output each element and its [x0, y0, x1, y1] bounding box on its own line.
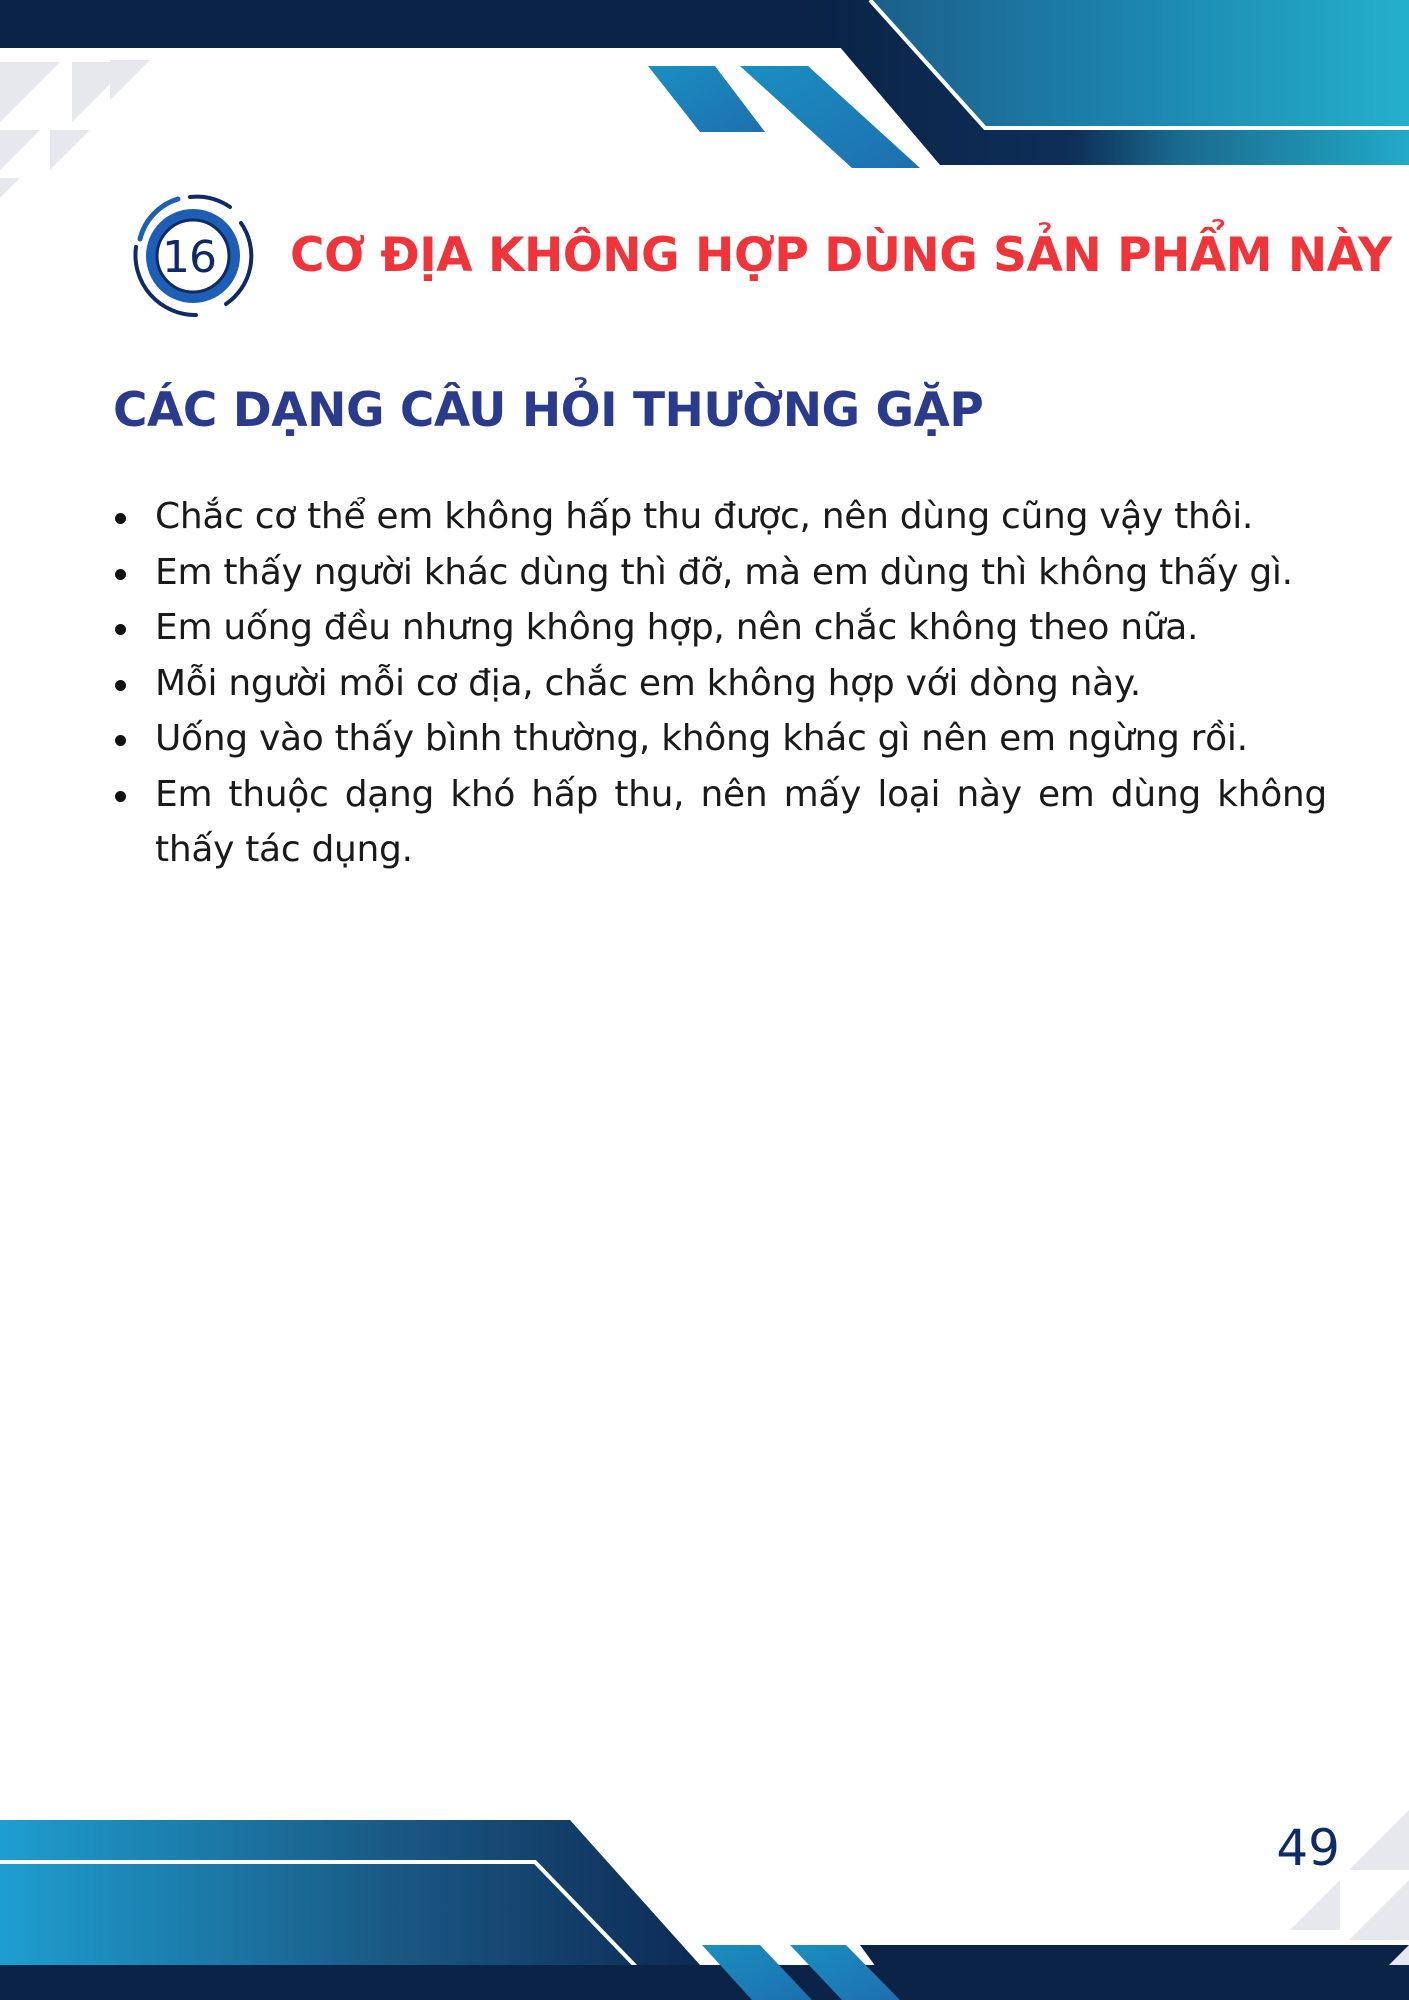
bullet-icon [115, 735, 126, 746]
common-questions-list [112, 489, 1327, 878]
list-item-text: Chắc cơ thể em không hấp thu được, nên dùng cũng vậy thôi. [155, 496, 1254, 537]
top-banner [0, 0, 1409, 168]
list-item [112, 600, 1327, 656]
list-item-text: Em uống đều nhưng không hợp, nên chắc không theo nữa. [155, 607, 1199, 648]
list-item-text: Em thuộc dạng khó hấp thu, nên mấy loại này em dùng không thấy tác dụng. [155, 773, 1327, 870]
bullet-icon [115, 791, 126, 802]
page-number: 49 [1276, 1819, 1340, 1877]
list-item-text: Em thấy người khác dùng thì đỡ, mà em dùng thì không thấy gì. [155, 551, 1293, 593]
section-title: CƠ ĐỊA KHÔNG HỢP DÙNG SẢN PHẨM NÀY [290, 228, 1392, 283]
list-item [112, 656, 1327, 712]
bullet-icon [115, 569, 126, 580]
list-item [112, 711, 1327, 767]
list-item-text: Mỗi người mỗi cơ địa, chắc em không hợp với dòng này. [155, 662, 1141, 704]
section-number: 16 [162, 232, 216, 283]
subsection-title: CÁC DẠNG CÂU HỎI THƯỜNG GẶP [113, 383, 984, 438]
bullet-icon [115, 624, 126, 635]
bullet-icon [115, 513, 126, 524]
list-item [112, 489, 1327, 545]
bullet-icon [115, 680, 126, 691]
corner-triangles-top-left [0, 60, 150, 198]
bottom-banner [0, 1820, 1409, 2000]
list-item [112, 767, 1327, 878]
list-item-text: Uống vào thấy bình thường, không khác gì nên em ngừng rồi. [155, 718, 1248, 759]
list-item [112, 545, 1327, 601]
